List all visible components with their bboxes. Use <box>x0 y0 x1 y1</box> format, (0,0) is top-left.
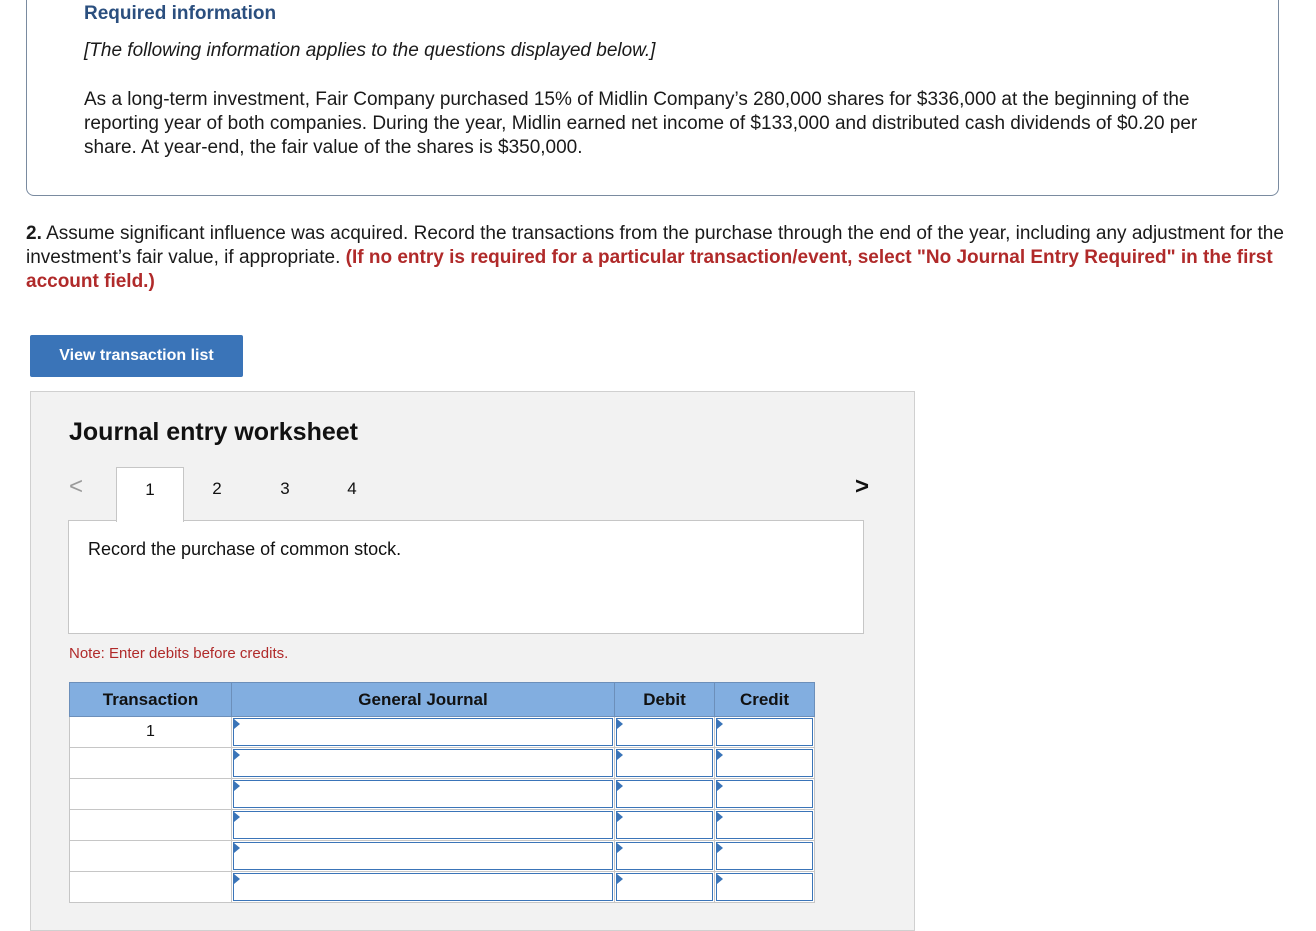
tab-label: 1 <box>145 480 155 499</box>
tab-3[interactable] <box>251 467 319 522</box>
journal-entry-worksheet <box>30 391 915 931</box>
tab-2[interactable] <box>183 467 251 522</box>
scenario-text: As a long-term investment, Fair Company purchased 15% of Midlin Company’s 280,000 shares for $336,000 at the beginning of the reporting year of both companies. During the year, Midlin earned net income of $133,000 and distributed cash dividends of $0.20 per share. At year-end, the fair value of the shares is $350,000. <box>84 89 1198 158</box>
credit-input[interactable] <box>716 749 813 777</box>
transaction-number <box>70 810 232 841</box>
general-journal-cell <box>232 779 615 810</box>
question-number: 2. <box>26 223 42 244</box>
transaction-number <box>70 872 232 903</box>
debit-input[interactable] <box>616 842 713 870</box>
table-header-row <box>70 683 815 717</box>
worksheet-title: Journal entry worksheet <box>69 418 358 446</box>
debit-cell <box>615 841 715 872</box>
credit-input[interactable] <box>716 873 813 901</box>
credit-cell <box>715 841 815 872</box>
account-select[interactable] <box>233 749 613 777</box>
general-journal-cell <box>232 717 615 748</box>
credit-input[interactable] <box>716 811 813 839</box>
debit-cell <box>615 810 715 841</box>
general-journal-cell <box>232 872 615 903</box>
table-row <box>70 810 815 841</box>
tab-1[interactable] <box>116 467 184 522</box>
credit-cell <box>715 872 815 903</box>
transaction-number <box>70 779 232 810</box>
chevron-right-icon[interactable]: > <box>855 473 870 500</box>
debit-cell <box>615 779 715 810</box>
tab-4[interactable] <box>318 467 386 522</box>
debit-cell <box>615 748 715 779</box>
credit-cell <box>715 717 815 748</box>
tab-label: 2 <box>212 479 222 498</box>
tab-label: 3 <box>280 479 290 498</box>
column-header-credit: Credit <box>715 683 815 717</box>
account-select[interactable] <box>233 873 613 901</box>
question-text: Assume significant influence was acquired. Record the transactions from the purchase through the end of the year, including any adjustment for the investment’s fair value, if appropriate. <box>26 223 1284 268</box>
credit-cell <box>715 810 815 841</box>
account-select[interactable] <box>233 780 613 808</box>
table-row <box>70 872 815 903</box>
column-header-debit: Debit <box>615 683 715 717</box>
credit-input[interactable] <box>716 842 813 870</box>
credit-cell <box>715 748 815 779</box>
credit-input[interactable] <box>716 718 813 746</box>
account-select[interactable] <box>233 718 613 746</box>
required-information-title: Required information <box>84 3 277 24</box>
applies-note: [The following information applies to the questions displayed below.] <box>84 40 656 61</box>
view-transaction-list-button[interactable]: View transaction list <box>30 335 243 377</box>
table-row <box>70 841 815 872</box>
credit-cell <box>715 779 815 810</box>
question-prompt <box>26 222 1290 294</box>
general-journal-cell <box>232 748 615 779</box>
credit-input[interactable] <box>716 780 813 808</box>
debit-cell <box>615 872 715 903</box>
table-row <box>70 717 815 748</box>
column-header-transaction: Transaction <box>70 683 232 717</box>
debit-input[interactable] <box>616 811 713 839</box>
journal-table <box>69 682 815 903</box>
general-journal-cell <box>232 841 615 872</box>
debit-cell <box>615 717 715 748</box>
transaction-number <box>70 748 232 779</box>
general-journal-cell <box>232 810 615 841</box>
account-select[interactable] <box>233 842 613 870</box>
transaction-number <box>70 841 232 872</box>
account-select[interactable] <box>233 811 613 839</box>
debit-input[interactable] <box>616 718 713 746</box>
debit-input[interactable] <box>616 873 713 901</box>
instruction-panel <box>68 520 864 634</box>
tab-label: 4 <box>347 479 357 498</box>
debit-input[interactable] <box>616 749 713 777</box>
table-row <box>70 748 815 779</box>
debits-credits-note: Note: Enter debits before credits. <box>69 645 289 662</box>
chevron-left-icon[interactable]: < <box>69 473 84 500</box>
transaction-number: 1 <box>70 717 232 748</box>
table-row <box>70 779 815 810</box>
column-header-general-journal: General Journal <box>232 683 615 717</box>
debit-input[interactable] <box>616 780 713 808</box>
question-instruction-note: (If no entry is required for a particular transaction/event, select "No Journal Entry Required" in the first account field.) <box>26 247 1273 292</box>
instruction-text: Record the purchase of common stock. <box>88 539 402 559</box>
